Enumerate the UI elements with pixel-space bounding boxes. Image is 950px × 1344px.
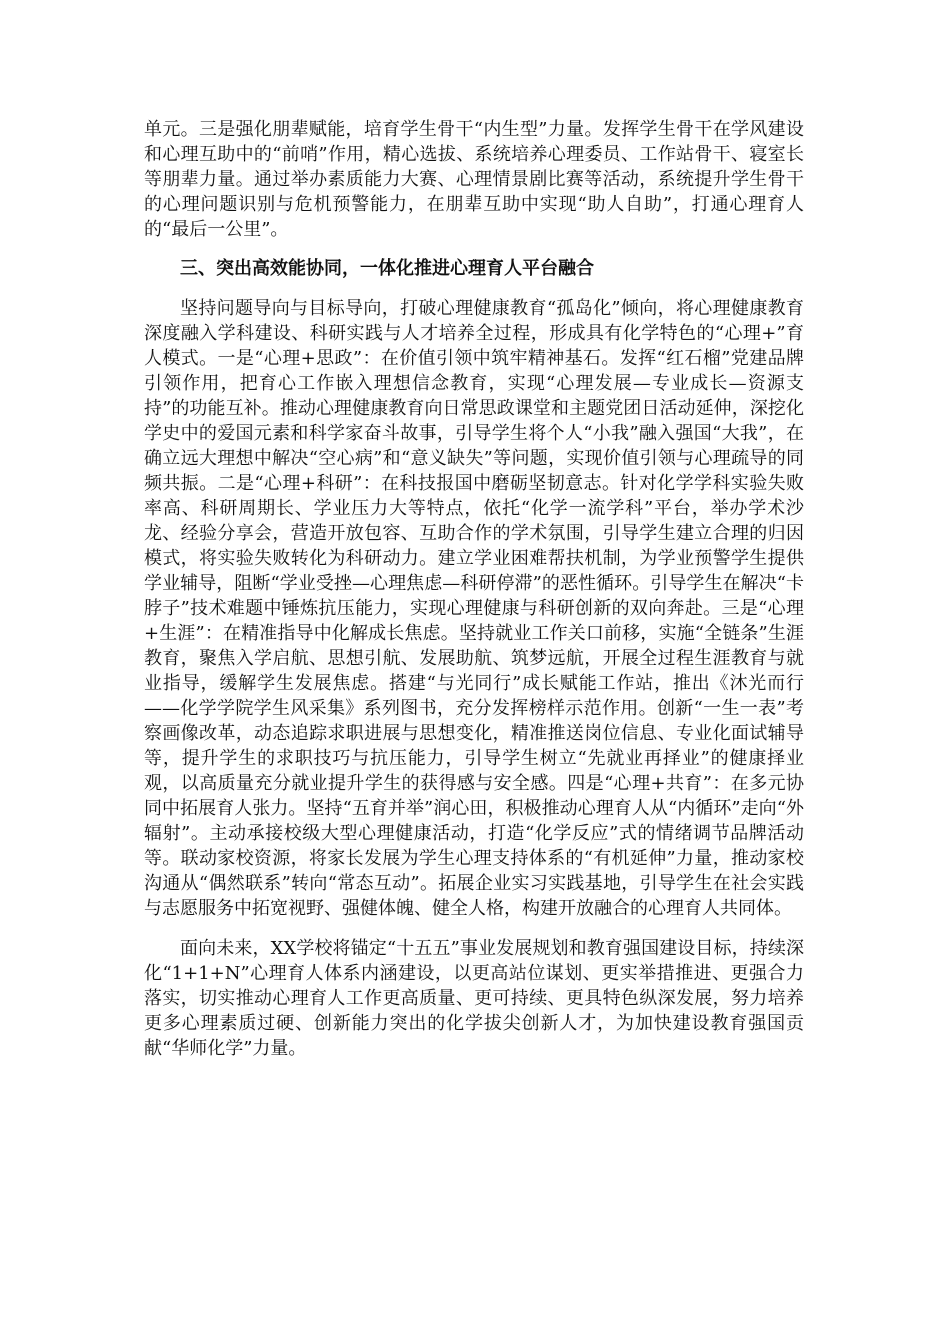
- document-body: [144, 117, 804, 1061]
- paragraph-conclusion: 面向未来，XX学校将锚定“十五五”事业发展规划和教育强国建设目标，持续深化“1+1+N”心理育人体系内涵建设，以更高站位谋划、更实举措推进、更强合力落实，切实推动心理育人工作更高质量、更可持续、更具特色纵深发展，努力培养更多心理素质过硬、创新能力突出的化学拔尖创新人才，为加快建设教育强国贡献“华师化学”力量。: [144, 938, 804, 1059]
- paragraph-continuation: 单元。三是强化朋辈赋能，培育学生骨干“内生型”力量。发挥学生骨干在学风建设和心理互助中的“前哨”作用，精心选拔、系统培养心理委员、工作站骨干、寝室长等朋辈力量。通过举办素质能力大赛、心理情景剧比赛等活动，系统提升学生骨干的心理问题识别与危机预警能力，在朋辈互助中实现“助人自助”，打通心理育人的“最后一公里”。: [144, 119, 804, 240]
- paragraph-section-body: 坚持问题导向与目标导向，打破心理健康教育“孤岛化”倾向，将心理健康教育深度融入学科建设、科研实践与人才培养全过程，形成具有化学特色的“心理+”育人模式。一是“心理+思政”：在价值引领中筑牢精神基石。发挥“红石榴”党建品牌引领作用，把育心工作嵌入理想信念教育，实现“心理发展—专业成长—资源支持”的功能互补。推动心理健康教育向日常思政课堂和主题党团日活动延伸，深挖化学史中的爱国元素和科学家奋斗故事，引导学生将个人“小我”融入强国“大我”，在确立远大理想中解决“空心病”和“意义缺失”等问题，实现价值引领与心理疏导的同频共振。二是“心理+科研”：在科技报国中磨砺坚韧意志。针对化学学科实验失败率高、科研周期长、学业压力大等特点，依托“化学一流学科”平台，举办学术沙龙、经验分享会，营造开放包容、互助合作的学术氛围，引导学生建立合理的归因模式，将实验失败转化为科研动力。建立学业困难帮扶机制，为学业预警学生提供学业辅导，阻断“学业受挫—心理焦虑—科研停滞”的恶性循环。引导学生在解决“卡脖子”技术难题中锤炼抗压能力，实现心理健康与科研创新的双向奔赴。三是“心理+生涯”：在精准指导中化解成长焦虑。坚持就业工作关口前移，实施“全链条”生涯教育，聚焦入学启航、思想引航、发展助航、筑梦远航，开展全过程生涯教育与就业指导，缓解学生发展焦虑。搭建“与光同行”成长赋能工作站，推出《沐光而行——化学学院学生风采集》系列图书，充分发挥榜样示范作用。创新“一生一表”考察画像改革，动态追踪求职进展与思想变化，精准推送岗位信息、专业化面试辅导等，提升学生的求职技巧与抗压能力，引导学生树立“先就业再择业”的健康择业观，以高质量充分就业提升学生的获得感与安全感。四是“心理+共育”：在多元协同中拓展育人张力。坚持“五育并举”润心田，积极推动心理育人从“内循环”走向“外辐射”。主动承接校级大型心理健康活动，打造“化学反应”式的情绪调节品牌活动等。联动家校资源，将家长发展为学生心理支持体系的“有机延伸”力量，推动家校沟通从“偶然联系”转向“常态互动”。拓展企业实习实践基地，引导学生在社会实践与志愿服务中拓宽视野、强健体魄、健全人格，构建开放融合的心理育人共同体。: [144, 298, 804, 919]
- section-heading: 三、突出高效能协同，一体化推进心理育人平台融合: [180, 258, 594, 279]
